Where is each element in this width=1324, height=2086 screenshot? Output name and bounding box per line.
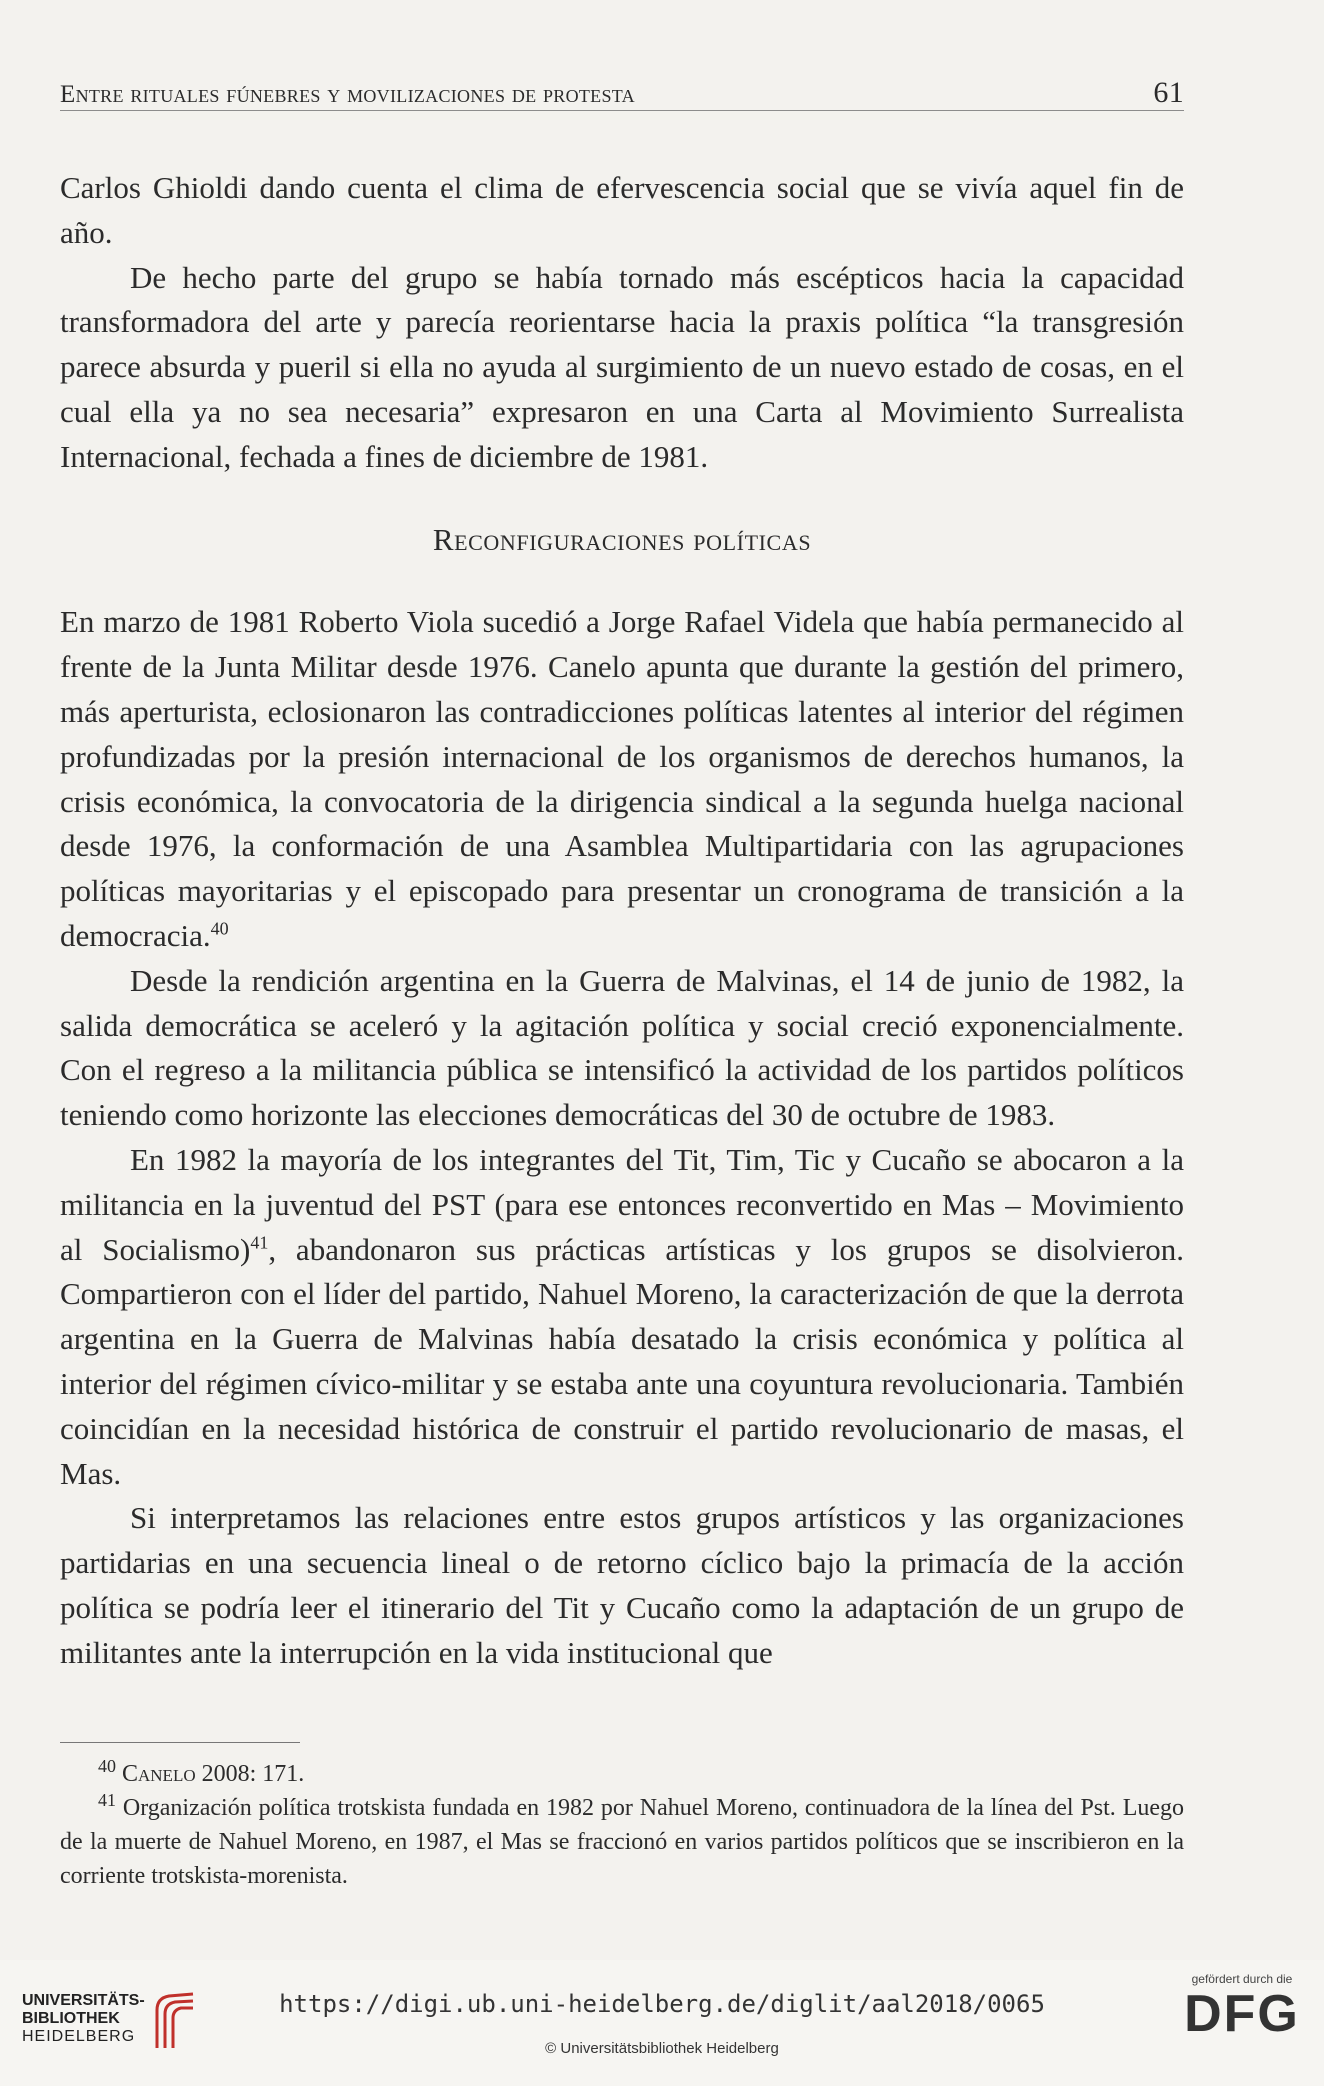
footnotes [60,1757,1184,1893]
library-name: UNIVERSITÄTS- BIBLIOTHEK HEIDELBERG [22,1992,145,2045]
paragraph: De hecho parte del grupo se había tornado más escépticos hacia la capacidad transformadora del arte y parecía reorientarse hacia la praxis política “la transgresión parece absurda y pueril si ella no ayuda al surgimiento de un nuevo estado de cosas, en el cual ella ya no sea necesaria” expresaron en una Carta al Movimiento Surrealista Internacional, fechada a fines de diciembre de 1981. [60,259,1184,474]
paragraph: Desde la rendición argentina en la Guerra de Malvinas, el 14 de junio de 1982, la salida democrática se aceleró y la agitación política y social creció exponencialmente. Con el regreso a la militancia pública se intensificó la actividad de los partidos políticos teniendo como horizonte las elecciones democráticas del 30 de octubre de 1983. [60,962,1184,1133]
paragraph [60,1138,1184,1496]
footnote-number: 41 [98,1790,116,1810]
paragraph-text: En marzo de 1981 Roberto Viola sucedió a Jorge Rafael Videla que había permanecido al frente de la Junta Militar desde 1976. Canelo apunta que durante la gestión del primero, más aperturista, eclosionaron las contradicciones políticas latentes al interior del régimen profundizadas por la presión internacional de los organismos de derechos humanos, la crisis económica, la convocatoria de la dirigencia sindical a la segunda huelga nacional desde 1976, la conformación de una Asamblea Multipartidaria con las agrupaciones políticas mayoritarias y el episcopado para presentar un cronograma de transición a la democracia. [60,604,1184,953]
page-number: 61 [1153,76,1184,109]
footnote [60,1757,1184,1791]
dfg-logo-text: DFG [1184,1985,1300,2043]
paragraph [60,600,1184,958]
footnote-rule [60,1742,300,1743]
paragraph-text: En 1982 la mayoría de los integrantes del Tit, Tim, Tic y Cucaño se abocaron a la militancia en la juventud del PST (para ese entonces reconvertido en Mas – Movimiento al Socialismo) [60,1141,1184,1267]
footnote-marker[interactable]: 40 [210,918,229,939]
running-head-title: Entre rituales fúnebres y movilizaciones de protesta [60,81,635,108]
footnote-ref-author: Canelo [122,1761,196,1787]
dfg-funding-logo[interactable] [1182,1972,1302,2042]
section-heading: Reconfiguraciones políticas [432,521,812,557]
footnote [60,1791,1184,1893]
footnote-marker[interactable]: 41 [250,1232,269,1253]
footnote-number: 40 [98,1756,116,1776]
body-text [60,166,1184,1676]
running-head [60,76,1184,110]
digitization-footer [0,1960,1324,2086]
copyright-notice: © Universitätsbibliothek Heidelberg [545,2040,779,2057]
footnote-text: 2008: 171. [195,1761,305,1787]
funder-label: gefördert durch die [1191,1972,1293,1986]
footnote-text: Organización política trotskista fundada en 1982 por Nahuel Moreno, continuadora de la línea del Pst. Luego de la muerte de Nahuel Moreno, en 1987, el Mas se fraccionó en varios partidos políticos que se inscribieron en la corriente trotskista-morenista. [60,1795,1184,1889]
paragraph-text: , abandonaron sus prácticas artísticas y los grupos se disolvieron. Compartieron con el líder del partido, Nahuel Moreno, la caracterización de que la derrota argentina en la Guerra de Malvinas había desatado la crisis económica y política al interior del régimen cívico-militar y se estaba ante una coyuntura revolucionaria. También coincidían en la necesidad histórica de construir el partido revolucionario de masas, el Mas. [60,1231,1184,1491]
paragraph: Si interpretamos las relaciones entre estos grupos artísticos y las organizaciones partidarias en una secuencia lineal o de retorno cíclico bajo la primacía de la acción política se podría leer el itinerario del Tit y Cucaño como la adaptación de un grupo de militantes ante la interrupción en la vida institucional que [60,1500,1184,1670]
paragraph: Carlos Ghioldi dando cuenta el clima de efervescencia social que se vivía aquel fin de año. [60,170,1184,250]
header-rule [60,110,1184,111]
permalink-url[interactable]: https://digi.ub.uni-heidelberg.de/diglit/aal2018/0065 [279,1990,1045,2018]
